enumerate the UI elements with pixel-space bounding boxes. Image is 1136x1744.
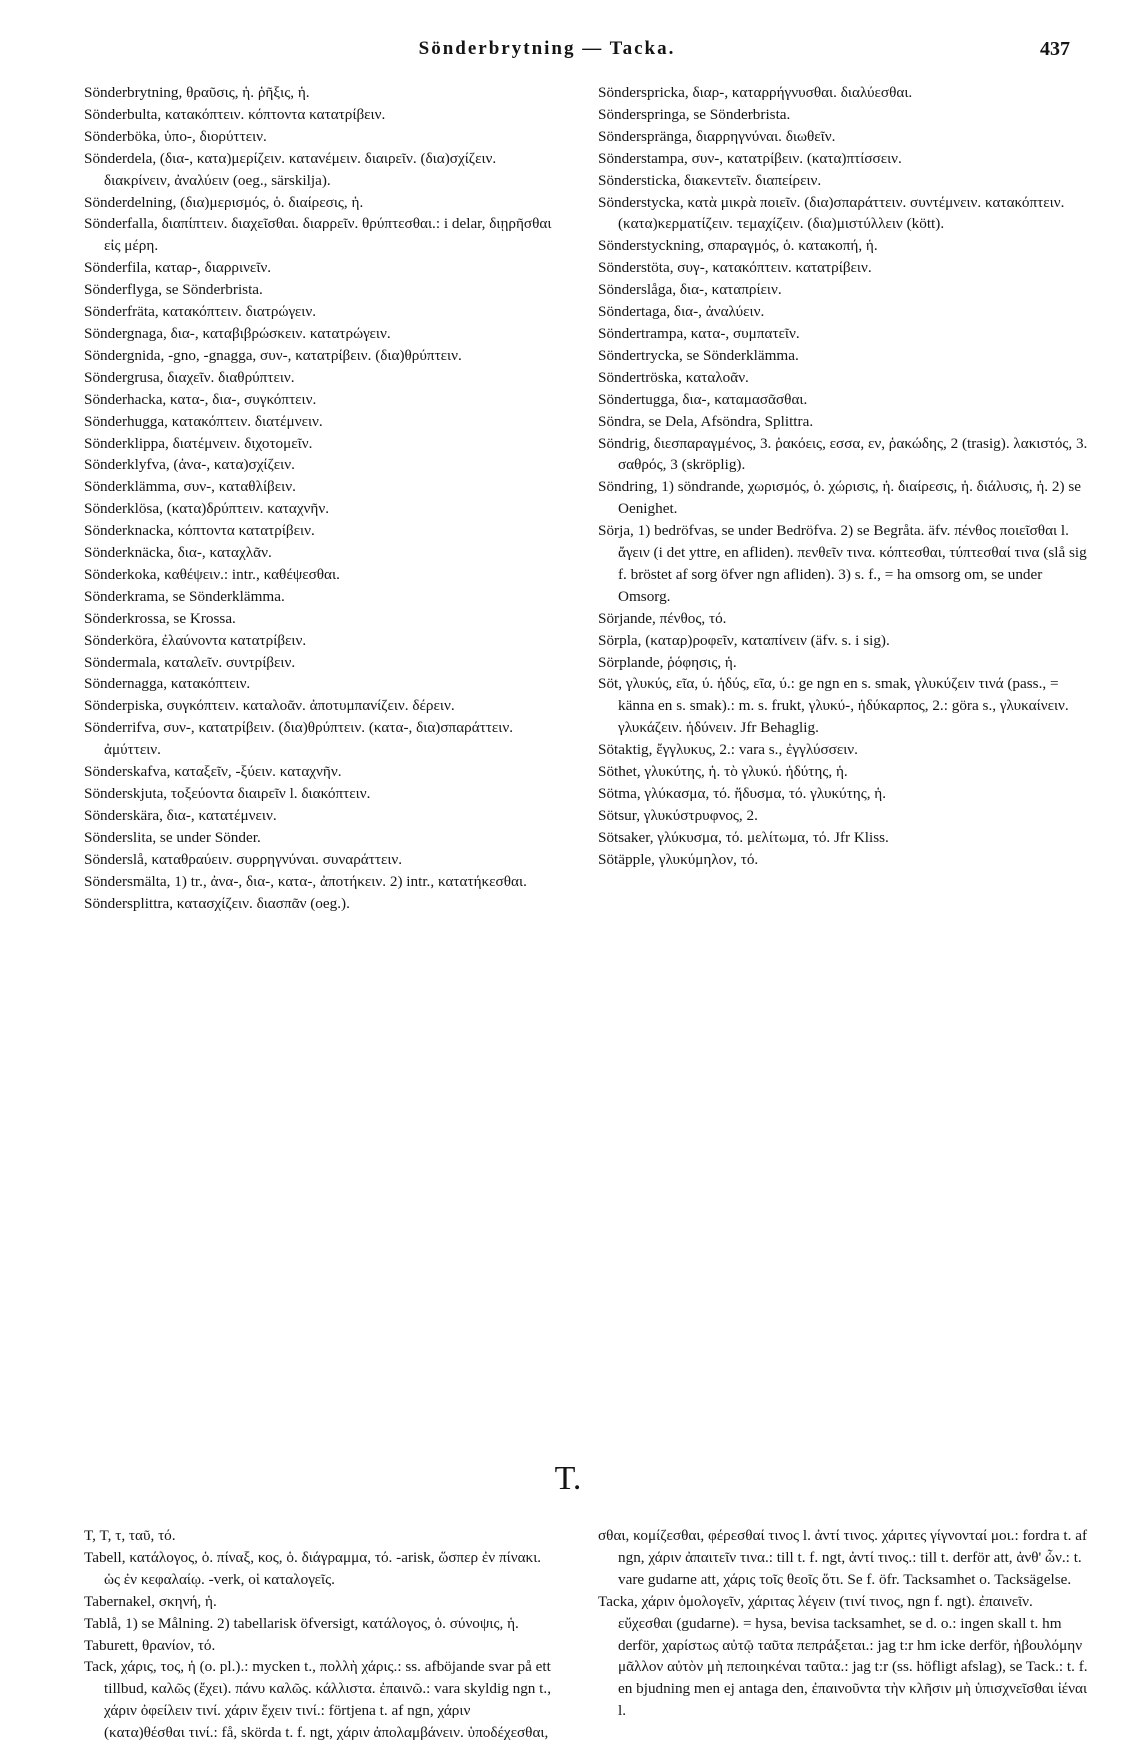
dictionary-entry: Sönderkrama, se Sönderklämma. — [84, 587, 285, 605]
dictionary-entry: Söndergnida, -gno, -gnagga, συν-, κατατρίβειν. (δια)θρύπτειν. — [84, 346, 462, 364]
dictionary-entry: Söndertrampa, κατα-, συμπατεῖν. — [598, 324, 800, 342]
dictionary-entry: Söndersplittra, κατασχίζειν. διασπᾶν (oeg.). — [84, 894, 350, 912]
dictionary-entry: Sönderspringa, se Sönderbrista. — [598, 105, 791, 123]
dictionary-entry: Sönderslåga, δια-, καταπρίειν. — [598, 281, 782, 299]
dictionary-entry: σθαι, κομίζεσθαι, φέρεσθαί τινος l. ἀντί τινος. χάριτες γίγνονταί μοι.: fordra t. af ngn, χάριν ἀπαιτεῖν τινα.: till t. f. ngt, ἀντί τινος.: till t. derför att, ἀνθ' ὧν.: t. vare gudarne att, χάρις τοῖς θεοῖς ὅτι. Se f. öfr. Tacksamhet o. Tacksägelse. — [598, 1527, 1087, 1588]
dictionary-entry: Sönderbulta, κατακόπτειν. κόπτοντα κατατρίβειν. — [84, 105, 386, 123]
dictionary-entry: Tablå, 1) se Målning. 2) tabellarisk öfversigt, κατάλογος, ὁ. σύνοψις, ἡ. — [84, 1614, 519, 1632]
dictionary-entry: Söthet, γλυκύτης, ἡ. τὸ γλυκύ. ἡδύτης, ἡ. — [598, 763, 848, 781]
dictionary-entry: Sönderskära, δια-, κατατέμνειν. — [84, 806, 277, 824]
dictionary-entry: Tabell, κατάλογος, ὁ. πίναξ, κος, ὁ. διάγραμμα, τό. -arisk, ὥσπερ ἐν πίνακι. ὡς ἐν κεφαλαίῳ. -verk, οἱ καταλογεῖς. — [84, 1548, 542, 1588]
dictionary-entry: Taburett, θρανίον, τό. — [84, 1636, 216, 1654]
dictionary-entry: Sönderflyga, se Sönderbrista. — [84, 281, 263, 299]
dictionary-entry: Söndersmälta, 1) tr., ἀνα-, δια-, κατα-, ἀποτήκειν. 2) intr., κατατήκεσθαι. — [84, 872, 527, 890]
dictionary-entry: Sönderstyckning, σπαραγμός, ὁ. κατακοπή, ἡ. — [598, 237, 878, 255]
dictionary-entry: Söndersprängа, διαρρηγνύναι. διωθεῖν. — [598, 127, 836, 145]
dictionary-entry: Söndrig, διεσπαραγμένος, 3. ῥακόεις, εσσα, εν, ῥακώδης, 2 (trasig). λακιστός, 3. σαθρός, 3 (skröplig). — [598, 434, 1088, 474]
dictionary-entry: Sönderfalla, διαπίπτειν. διαχεῖσθαι. διαρρεῖν. θρύπτεσθαι.: i delar, διῃρῆσθαι εἰς μέρη. — [84, 215, 552, 255]
dictionary-entry: Sötsaker, γλύκυσμα, τό. μελίτωμα, τό. Jfr Kliss. — [598, 828, 889, 846]
dictionary-entry: Sönderskafva, καταξεῖν, -ξύειν. καταχνῆν. — [84, 763, 342, 781]
section-letter: T. — [554, 1460, 582, 1497]
dictionary-entry: Sönderspricka, διαρ-, καταρρήγνυσθαι. διαλύεσθαι. — [598, 84, 913, 101]
dictionary-entry: Sötsur, γλυκύστρυφνος, 2. — [598, 806, 758, 824]
page-number: 437 — [1040, 38, 1070, 60]
dictionary-entry: Sönderklösa, (κατα)δρύπτειν. καταχνῆν. — [84, 500, 330, 518]
dictionary-entry: Sönderslita, se under Sönder. — [84, 828, 261, 846]
dictionary-entry: Sönderköra, ἐλαύνοντα κατατρίβειν. — [84, 631, 307, 649]
right-column-top — [598, 82, 1088, 871]
dictionary-entry: Sönderfräta, κατακόπτειν. διατρώγειν. — [84, 303, 317, 321]
dictionary-entry: Sötäpple, γλυκύμηλον, τό. — [598, 850, 759, 868]
dictionary-entry: Tacka, χάριν ὁμολογεῖν, χάριτας λέγειν (τινί τινος, ngn f. ngt). ἐπαινεῖν. εὔχεσθαι (gudarne). = hysa, bevisa tacksamhet, se d. o.: ingen skall t. hm derför, χαρίστως αὐτῷ ταῦτα πεπράξεται.: jag t:r hm icke derför, ἠβουλόμην μᾶλλον αὐτὸν μὴ πεποιηκέναι ταῦτα.: jag t:r (ss. höfligt afslag), se Tack.: t. f. en bjudning men ej antaga den, ἐπαινοῦντα τὴν κλῆσιν μὴ ὑπισχνεῖσθαι ἰέναι l. — [598, 1592, 1088, 1720]
left-column-top — [84, 82, 554, 914]
dictionary-entry: Söndergrusa, διαχεῖν. διαθρύπτειν. — [84, 368, 295, 386]
dictionary-entry: Söndra, se Dela, Afsöndra, Splittra. — [598, 412, 814, 430]
dictionary-entry: Sönderstöta, συγ-, κατακόπτειν. κατατρίβειν. — [598, 259, 872, 277]
dictionary-entry: Sönderhacka, κατα-, δια-, συγκόπτειν. — [84, 390, 317, 408]
dictionary-entry: Sönderdela, (δια-, κατα)μερίζειν. κατανέμειν. διαιρεῖν. (δια)σχίζειν. διακρίνειν, ἀναλύειν (oeg., särskilja). — [84, 149, 497, 189]
dictionary-entry: Tack, χάρις, τος, ἡ (o. pl.).: mycken t., πολλὴ χάρις.: ss. afböjande svar på ett tillbud, καλῶς (ἔχει). πάνυ καλῶς. κάλλιστα. ἐπαινῶ.: vara skyldig ngn t., χάριν ὀφείλειν τινί. χάριν ἔχειν τινί.: förtjena t. af ngn, χάριν (κατα)θέσθαι τινί.: få, skörda t. f. ngt, χάριν ἀπολαμβάνειν. ὑποδέχεσθαι, — [84, 1658, 551, 1742]
dictionary-entry: Sönderkrossa, se Krossa. — [84, 609, 236, 627]
dictionary-entry: T, T, τ, ταῦ, τό. — [84, 1527, 176, 1544]
dictionary-entry: Söndring, 1) söndrande, χωρισμός, ὁ. χώρισις, ἡ. διαίρεσις, ἡ. διάλυσις, ἡ. 2) se Oenighet. — [598, 478, 1082, 518]
dictionary-entry: Sönderfila, καταρ-, διαρρινεῖν. — [84, 259, 272, 277]
dictionary-entry: Sönderhugga, κατακόπτειν. διατέμνειν. — [84, 412, 323, 430]
dictionary-entry: Söndersticka, διακεντεῖν. διαπείρειν. — [598, 171, 822, 189]
dictionary-entry: Sönderpiska, συγκόπτειν. καταλοᾶν. ἀποτυμπανίζειν. δέρειν. — [84, 697, 455, 715]
dictionary-entry: Sönderbrytning, θραῦσις, ἡ. ῥῆξις, ἡ. — [84, 84, 310, 101]
dictionary-entry: Söndertugga, δια-, καταμασᾶσθαι. — [598, 390, 808, 408]
dictionary-entry: Sönderskjuta, τοξεύοντα διαιρεῖν l. διακόπτειν. — [84, 785, 371, 802]
dictionary-entry: Tabernakel, σκηνή, ἡ. — [84, 1592, 217, 1610]
dictionary-entry: Söndertrycka, se Sönderklämma. — [598, 346, 799, 364]
dictionary-entry: Söndertröska, καταλοᾶν. — [598, 368, 749, 386]
dictionary-entry: Sönderknacka, κόπτοντα κατατρίβειν. — [84, 522, 315, 540]
dictionary-entry: Söndernagga, κατακόπτειν. — [84, 675, 251, 693]
dictionary-entry: Söt, γλυκύς, εῖα, ύ. ἡδύς, εῖα, ύ.: ge ngn en s. smak, γλυκύζειν τινά (pass., = känna en s. smak).: m. s. frukt, γλυκύ-, ἡδύκαρπος, 2.: göra s., γλυκαίνειν. γλυκάζειν. ἡδύνειν. Jfr Behaglig. — [598, 675, 1069, 737]
dictionary-entry: Sörjande, πένθος, τό. — [598, 609, 727, 627]
dictionary-entry: Sönderkoka, καθέψειν.: intr., καθέψεσθαι. — [84, 565, 340, 583]
dictionary-entry: Sönderklämma, συν-, καταθλίβειν. — [84, 478, 296, 496]
dictionary-entry: Sönderböka, ὑπο-, διορύττειν. — [84, 127, 267, 145]
dictionary-entry: Sötaktig, ἔγγλυκυς, 2.: vara s., ἐγγλύσσειν. — [598, 741, 858, 759]
dictionary-entry: Sörpla, (καταρ)ροφεῖν, καταπίνειν (äfv. s. i sig). — [598, 631, 890, 649]
dictionary-entry: Sönderklippa, διατέμνειν. διχοτομεῖν. — [84, 434, 313, 452]
dictionary-entry: Sönderklyfva, (ἀνα-, κατα)σχίζειν. — [84, 456, 295, 474]
dictionary-entry: Sönderknäcka, δια-, καταχλᾶν. — [84, 544, 272, 562]
dictionary-entry: Söndertaga, δια-, ἀναλύειν. — [598, 303, 765, 321]
dictionary-entry: Sötma, γλύκασμα, τό. ἥδυσμα, τό. γλυκύτης, ἡ. — [598, 785, 887, 802]
dictionary-entry: Sönderstampa, συν-, κατατρίβειν. (κατα)πτίσσειν. — [598, 149, 902, 167]
right-column-bottom — [598, 1525, 1088, 1722]
dictionary-entry: Söndergnaga, δια-, καταβιβρώσκειν. κατατρώγειν. — [84, 324, 391, 342]
dictionary-entry: Söndermala, καταλεῖν. συντρίβειν. — [84, 653, 296, 671]
running-head: Sönderbrytning — Tacka. — [418, 38, 676, 59]
dictionary-entry: Sörplande, ῥόφησις, ἡ. — [598, 653, 737, 671]
dictionary-entry: Sönderrifva, συν-, κατατρίβειν. (δια)θρύπτειν. (κατα-, δια)σπαράττειν. ἀμύττειν. — [84, 719, 514, 759]
dictionary-entry: Sönderslå, καταθραύειν. συρρηγνύναι. συναράττειν. — [84, 850, 403, 868]
dictionary-entry: Sörja, 1) bedröfvas, se under Bedröfva. 2) se Begråta. äfv. πένθος ποιεῖσθαι l. ἄγειν (i det yttre, en afliden). πενθεῖν τινα. κόπτεσθαι, τύπτεσθαί τινα (slå sig f. bröstet af sorg öfver ngn afliden). 3) s. f., = ha omsorg om, se under Omsorg. — [598, 522, 1087, 605]
dictionary-entry: Sönderstycka, κατὰ μικρὰ ποιεῖν. (δια)σπαράττειν. συντέμνειν. κατακόπτειν. (κατα)κερματίζειν. τεμαχίζειν. (δια)μιστύλλειν (kött). — [598, 193, 1065, 233]
dictionary-entry: Sönderdelning, (δια)μερισμός, ὁ. διαίρεσις, ἡ. — [84, 193, 364, 211]
left-column-bottom — [84, 1525, 554, 1744]
